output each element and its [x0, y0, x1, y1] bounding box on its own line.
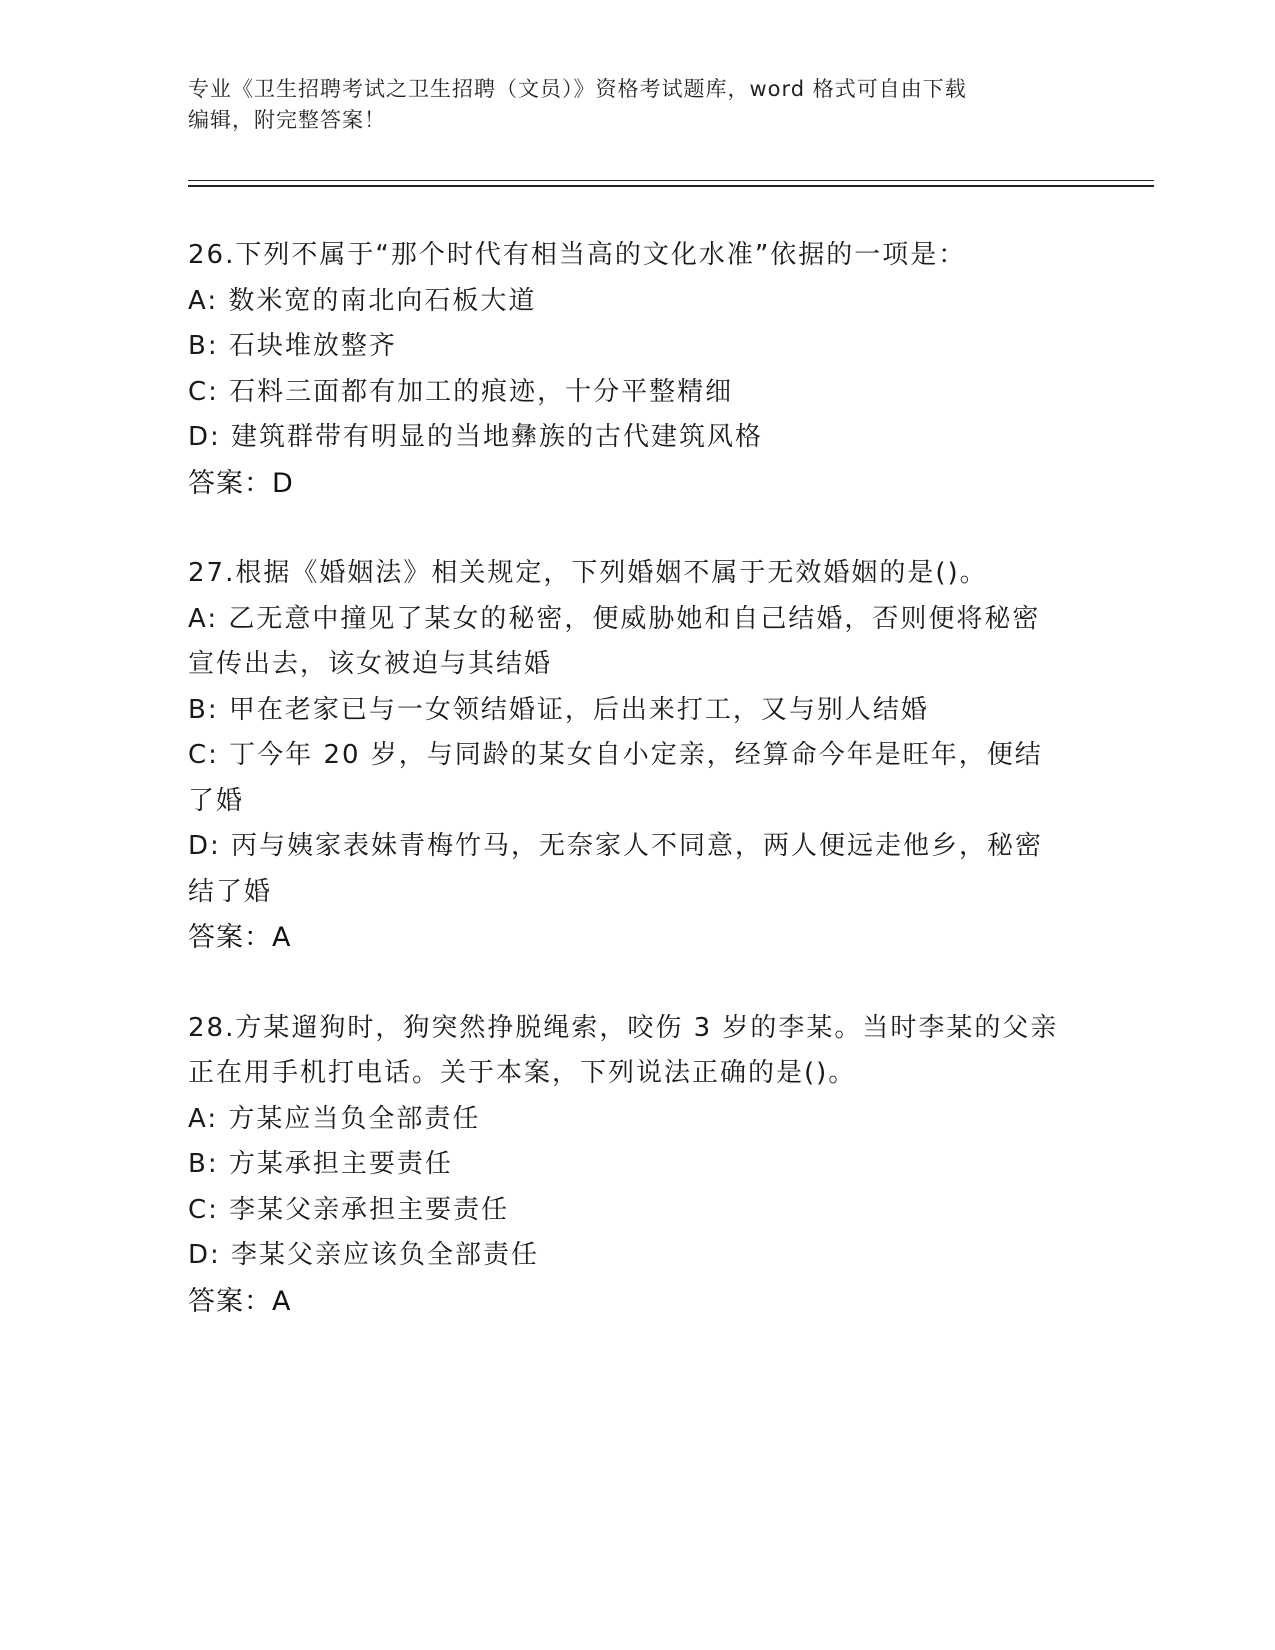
- question-26: [188, 233, 1088, 506]
- answer-line: 答案：D: [188, 467, 294, 499]
- option-c: C: 丁今年 20 岁，与同龄的某女自小定亲，经算命今年是旺年，便结: [188, 740, 1043, 770]
- option-c-continued: 了婚: [188, 785, 245, 816]
- header-line-2: 编辑，附完整答案！: [188, 108, 386, 132]
- option-d: D: 李某父亲应该负全部责任: [188, 1240, 540, 1270]
- header-line-1: 专业《卫生招聘考试之卫生招聘（文员）》资格考试题库，word 格式可自由下载: [188, 77, 967, 101]
- option-a: A: 乙无意中撞见了某女的秘密，便威胁她和自己结婚，否则便将秘密: [188, 603, 1041, 634]
- question-stem: 27.根据《婚姻法》相关规定，下列婚姻不属于无效婚姻的是()。: [188, 558, 988, 588]
- header-divider-thin: [188, 180, 1154, 181]
- option-a: A: 数米宽的南北向石板大道: [188, 285, 537, 316]
- question-28: [188, 1006, 1088, 1325]
- answer-line: 答案：A: [188, 1285, 292, 1317]
- question-stem: 26.下列不属于“那个时代有相当高的文化水准”依据的一项是：: [188, 240, 967, 270]
- document-header: [188, 74, 1088, 136]
- option-b: B: 方某承担主要责任: [188, 1149, 453, 1179]
- question-list: [188, 233, 1088, 1369]
- option-d: D: 建筑群带有明显的当地彝族的古代建筑风格: [188, 422, 764, 452]
- question-stem: 28.方某遛狗时，狗突然挣脱绳索，咬伤 3 岁的李某。当时李某的父亲: [188, 1012, 1059, 1043]
- option-a: A: 方某应当负全部责任: [188, 1103, 481, 1134]
- option-a-continued: 宣传出去，该女被迫与其结婚: [188, 649, 553, 679]
- header-divider-thick: [188, 185, 1154, 187]
- option-c: C: 李某父亲承担主要责任: [188, 1194, 510, 1225]
- question-stem-continued: 正在用手机打电话。关于本案，下列说法正确的是()。: [188, 1058, 857, 1088]
- question-27: [188, 551, 1088, 961]
- option-b: B: 甲在老家已与一女领结婚证，后出来打工，又与别人结婚: [188, 694, 929, 725]
- option-c: C: 石料三面都有加工的痕迹，十分平整精细: [188, 376, 734, 407]
- answer-line: 答案：A: [188, 922, 292, 953]
- option-d-continued: 结了婚: [188, 876, 273, 907]
- option-d: D: 丙与姨家表妹青梅竹马，无奈家人不同意，两人便远走他乡，秘密: [188, 831, 1044, 861]
- option-b: B: 石块堆放整齐: [188, 331, 397, 361]
